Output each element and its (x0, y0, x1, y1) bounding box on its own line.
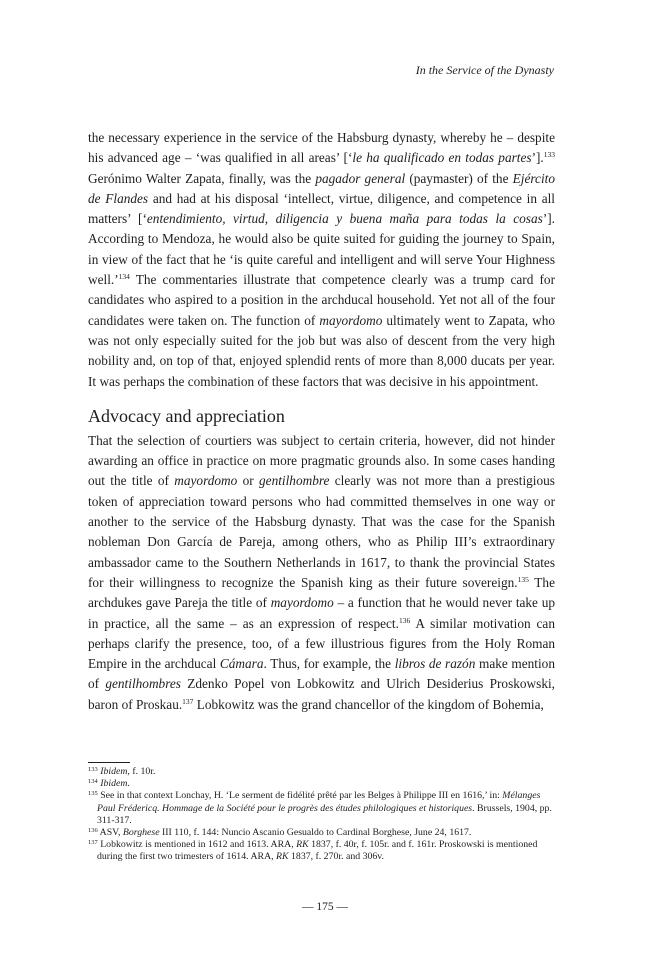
italic-text: mayordomo (270, 595, 334, 611)
italic-text: gentilhombres (105, 676, 181, 692)
italic-text: Borghese (122, 827, 160, 839)
italic-text: RK (276, 851, 289, 863)
page-number: — 175 — (302, 901, 348, 913)
note-ref: 134 (88, 778, 98, 786)
note-ref: 137 (88, 839, 98, 847)
paragraph: the necessary experience in the service of the Habsburg dynasty, whereby he – despite his advanced age – ‘was qualified in all areas’ [‘le ha qualificado en todas partes’].$^{133}$ Gerónimo Walter Zapata, finally, was the pagador general (paymaster) of the Ejército de Flandes and had at his disposal ‘intellect, virtue, diligence, and competence in all matters’ [‘entendimiento, virtud, diligencia y buena maña para todas la cosas’]. According to Mendoza, he would also be quite suited for guiding the journey to Spain, in view of the fact that he ‘is quite careful and intelligent and will serve Your Highness well.’$^{134}$ The commentaries illustrate that competence clearly was a trump card for candidates who aspired to a position in the archducal household. Yet not all of the four candidates were taken on. The function of mayordomo ultimately went to Zapata, who was not only especially suited for the job but was also of descent from the very high nobility and, on top of that, enjoyed splendid rents of more than 8,000 ducats per year. It was perhaps the combination of these factors that was decisive in his appointment. (88, 130, 555, 389)
footnote: $^{134}$ Ibidem. (88, 778, 130, 790)
body-text (88, 128, 555, 715)
note-ref: 134 (118, 272, 130, 282)
footnote-rule (88, 762, 130, 763)
italic-text: mayordomo (174, 473, 238, 489)
italic-text: Ibidem (100, 778, 128, 790)
italic-text: Mélanges Paul Frédericq. Hommage de la Société pour le progrès des études philologiques et historiques (97, 790, 541, 814)
italic-text: mayordomo (319, 312, 383, 328)
italic-text: libros de razón (394, 656, 476, 672)
footnote: $^{135}$ See in that context Lonchay, H. ‘Le serment de fidélité prêté par les Belges à Philippe III en 1616,’ in: Mélanges Paul Frédericq. Hommage de la Société pour le progrès des études philologiques et historiques. Brussels, 1904, pp. 311-317. (88, 790, 552, 826)
note-ref: 133 (543, 150, 555, 160)
note-ref: 135 (88, 790, 98, 798)
italic-text: pagador general (315, 170, 406, 186)
italic-text: RK (296, 839, 309, 851)
italic-text: gentilhombre (259, 473, 330, 489)
italic-text: Ibidem (100, 766, 128, 777)
paragraph: That the selection of courtiers was subject to certain criteria, however, did not hinder awarding an office in practice on more pragmatic grounds also. In some cases handing out the title of mayordomo or gentilhombre clearly was not more than a prestigious token of appreciation toward persons who had committed themselves in one way or another to the service of the Habsburg dynasty. That was the case for the Spanish nobleman Don García de Pareja, among others, who as Philip III’s extraordinary ambassador came to the Southern Netherlands in 1617, to thank the provincial States for their willingness to recognize the Spanish king as their future sovereign.$^{135}$ The archdukes gave Pareja the title of mayordomo – a function that he would never take up in practice, all the same – as an expression of respect.$^{136}$ A similar motivation can perhaps clarify the presence, too, of a few illustrious figures from the Holy Roman Empire in the archducal Cámara. Thus, for example, the libros de razón make mention of gentilhombres Zdenko Popel von Lobkowitz and Ulrich Desiderius Proskowski, baron of Proskau.$^{137}$ Lobkowitz was the grand chancellor of the kingdom of Bohemia, (88, 432, 556, 712)
italic-text: le ha qualificado en todas partes (352, 150, 532, 166)
running-head: In the Service of the Dynasty (415, 63, 554, 77)
footnote: $^{133}$ Ibidem, f. 10r. (88, 766, 156, 777)
footnotes (88, 766, 555, 864)
footnote: $^{137}$ Lobkowitz is mentioned in 1612 and 1613. ARA, RK 1837, f. 40r, f. 105r. and f. 161r. Proskowski is mentioned during the first two trimesters of 1614. ARA, RK 1837, f. 270r. and 306v. (88, 839, 538, 863)
italic-text: Cámara (219, 656, 264, 672)
note-ref: 136 (88, 827, 98, 835)
note-ref: 136 (398, 615, 411, 625)
footnote: $^{136}$ ASV, Borghese III 110, f. 144: Nuncio Ascanio Gesualdo to Cardinal Borghese, June 24, 1617. (88, 827, 472, 839)
section-heading: Advocacy and appreciation (88, 405, 285, 426)
note-ref: 137 (182, 696, 194, 706)
note-ref: 135 (517, 574, 529, 584)
italic-text: Ejército de Flandes (88, 170, 555, 206)
note-ref: 133 (88, 766, 98, 773)
italic-text: entendimiento, virtud, diligencia y buena maña para todas la cosas (146, 211, 543, 227)
